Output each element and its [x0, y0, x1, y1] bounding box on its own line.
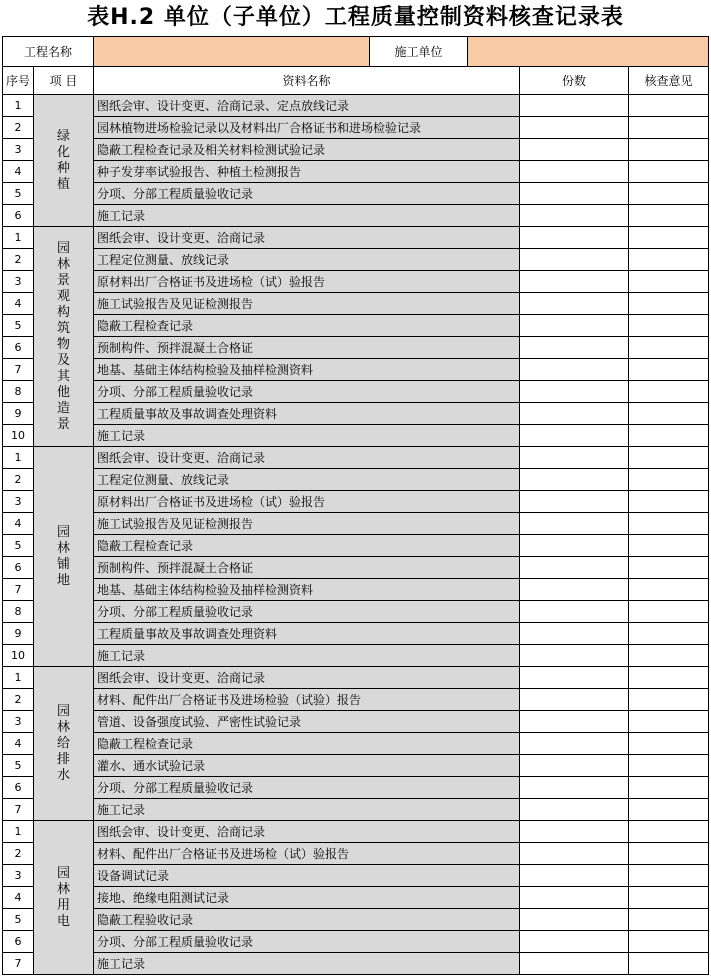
row-opinion-cell[interactable]: [629, 909, 709, 931]
table-row: [3, 535, 709, 557]
row-copies-cell[interactable]: [520, 623, 629, 645]
row-doc-name: 施工试验报告及见证检测报告: [94, 293, 520, 315]
row-doc-name: 图纸会审、设计变更、洽商记录、定点放线记录: [94, 95, 520, 117]
table-row: [3, 161, 709, 183]
table-row: [3, 403, 709, 425]
row-opinion-cell[interactable]: [629, 425, 709, 447]
table-row: [3, 425, 709, 447]
row-doc-name: 预制构件、预拌混凝土合格证: [94, 557, 520, 579]
row-seq: 7: [3, 799, 34, 821]
row-doc-name: 种子发芽率试验报告、种植土检测报告: [94, 161, 520, 183]
row-doc-name: 灌水、通水试验记录: [94, 755, 520, 777]
row-opinion-cell[interactable]: [629, 733, 709, 755]
row-seq: 4: [3, 887, 34, 909]
row-seq: 3: [3, 491, 34, 513]
section-category-label: 园林景观构筑物及其他造景: [56, 240, 70, 432]
section-category-label: 绿化种植: [56, 128, 70, 192]
row-doc-name: 施工记录: [94, 425, 520, 447]
row-doc-name: 分项、分部工程质量验收记录: [94, 381, 520, 403]
row-copies-cell[interactable]: [520, 513, 629, 535]
table-row: [3, 469, 709, 491]
construction-unit-field[interactable]: [468, 37, 709, 67]
row-opinion-cell[interactable]: [629, 183, 709, 205]
row-opinion-cell[interactable]: [629, 755, 709, 777]
table-row: [3, 381, 709, 403]
row-opinion-cell[interactable]: [629, 447, 709, 469]
row-copies-cell[interactable]: [520, 887, 629, 909]
row-copies-cell[interactable]: [520, 909, 629, 931]
row-seq: 6: [3, 557, 34, 579]
row-copies-cell[interactable]: [520, 711, 629, 733]
table-row: [3, 579, 709, 601]
section-category: [34, 95, 94, 227]
row-seq: 7: [3, 359, 34, 381]
row-seq: 6: [3, 777, 34, 799]
table-row: [3, 293, 709, 315]
table-row: [3, 227, 709, 249]
row-opinion-cell[interactable]: [629, 623, 709, 645]
row-opinion-cell[interactable]: [629, 777, 709, 799]
row-copies-cell[interactable]: [520, 799, 629, 821]
row-seq: 7: [3, 953, 34, 975]
col-header-seq: 序号: [3, 67, 34, 95]
row-doc-name: 施工记录: [94, 205, 520, 227]
row-copies-cell[interactable]: [520, 821, 629, 843]
table-row: [3, 249, 709, 271]
row-copies-cell[interactable]: [520, 227, 629, 249]
row-copies-cell[interactable]: [520, 403, 629, 425]
row-doc-name: 分项、分部工程质量验收记录: [94, 777, 520, 799]
row-doc-name: 施工试验报告及见证检测报告: [94, 513, 520, 535]
section-category-label: 园林铺地: [56, 524, 70, 588]
row-doc-name: 地基、基础主体结构检验及抽样检测资料: [94, 359, 520, 381]
row-doc-name: 隐蔽工程检查记录: [94, 733, 520, 755]
row-copies-cell[interactable]: [520, 117, 629, 139]
row-doc-name: 隐蔽工程检查记录: [94, 535, 520, 557]
table-row: [3, 359, 709, 381]
row-opinion-cell[interactable]: [629, 711, 709, 733]
row-opinion-cell[interactable]: [629, 227, 709, 249]
table-row: [3, 139, 709, 161]
table-row: [3, 711, 709, 733]
section-category: [34, 821, 94, 975]
table-row: [3, 755, 709, 777]
row-copies-cell[interactable]: [520, 315, 629, 337]
table-row: [3, 601, 709, 623]
row-seq: 5: [3, 755, 34, 777]
row-copies-cell[interactable]: [520, 953, 629, 975]
row-opinion-cell[interactable]: [629, 271, 709, 293]
row-seq: 9: [3, 403, 34, 425]
row-opinion-cell[interactable]: [629, 579, 709, 601]
row-seq: 5: [3, 183, 34, 205]
row-copies-cell[interactable]: [520, 183, 629, 205]
row-copies-cell[interactable]: [520, 557, 629, 579]
row-doc-name: 隐蔽工程验收记录: [94, 909, 520, 931]
row-doc-name: 园林植物进场检验记录以及材料出厂合格证书和进场检验记录: [94, 117, 520, 139]
row-doc-name: 隐蔽工程检查记录及相关材料检测试验记录: [94, 139, 520, 161]
row-copies-cell[interactable]: [520, 249, 629, 271]
row-opinion-cell[interactable]: [629, 469, 709, 491]
row-seq: 1: [3, 667, 34, 689]
table-row: [3, 95, 709, 117]
row-opinion-cell[interactable]: [629, 799, 709, 821]
table-row: [3, 931, 709, 953]
table-row: [3, 447, 709, 469]
table-row: [3, 491, 709, 513]
project-name-label: 工程名称: [3, 37, 94, 67]
record-table: [2, 36, 709, 975]
row-opinion-cell[interactable]: [629, 689, 709, 711]
row-seq: 5: [3, 315, 34, 337]
row-seq: 7: [3, 579, 34, 601]
row-copies-cell[interactable]: [520, 139, 629, 161]
row-seq: 8: [3, 601, 34, 623]
row-doc-name: 图纸会审、设计变更、洽商记录: [94, 821, 520, 843]
table-row: [3, 271, 709, 293]
row-copies-cell[interactable]: [520, 931, 629, 953]
row-seq: 2: [3, 249, 34, 271]
row-doc-name: 原材料出厂合格证书及进场检（试）验报告: [94, 491, 520, 513]
table-row: [3, 887, 709, 909]
row-copies-cell[interactable]: [520, 447, 629, 469]
table-row: [3, 315, 709, 337]
row-copies-cell[interactable]: [520, 337, 629, 359]
row-doc-name: 分项、分部工程质量验收记录: [94, 601, 520, 623]
row-seq: 9: [3, 623, 34, 645]
row-opinion-cell[interactable]: [629, 117, 709, 139]
table-row: [3, 689, 709, 711]
row-seq: 10: [3, 645, 34, 667]
section-category: [34, 227, 94, 447]
col-header-doc-name: 资料名称: [94, 67, 520, 95]
row-opinion-cell[interactable]: [629, 95, 709, 117]
row-doc-name: 管道、设备强度试验、严密性试验记录: [94, 711, 520, 733]
row-doc-name: 工程质量事故及事故调查处理资料: [94, 623, 520, 645]
row-seq: 6: [3, 205, 34, 227]
row-doc-name: 工程质量事故及事故调查处理资料: [94, 403, 520, 425]
table-row: [3, 843, 709, 865]
row-opinion-cell[interactable]: [629, 337, 709, 359]
row-opinion-cell[interactable]: [629, 139, 709, 161]
table-row: [3, 645, 709, 667]
row-copies-cell[interactable]: [520, 271, 629, 293]
table-row: [3, 799, 709, 821]
row-copies-cell[interactable]: [520, 425, 629, 447]
row-doc-name: 施工记录: [94, 953, 520, 975]
row-doc-name: 地基、基础主体结构检验及抽样检测资料: [94, 579, 520, 601]
row-seq: 3: [3, 271, 34, 293]
row-doc-name: 施工记录: [94, 645, 520, 667]
row-copies-cell[interactable]: [520, 689, 629, 711]
row-opinion-cell[interactable]: [629, 315, 709, 337]
row-doc-name: 设备调试记录: [94, 865, 520, 887]
row-seq: 4: [3, 161, 34, 183]
row-seq: 3: [3, 711, 34, 733]
row-opinion-cell[interactable]: [629, 887, 709, 909]
row-seq: 5: [3, 535, 34, 557]
row-opinion-cell[interactable]: [629, 381, 709, 403]
row-copies-cell[interactable]: [520, 469, 629, 491]
row-doc-name: 分项、分部工程质量验收记录: [94, 931, 520, 953]
table-row: [3, 557, 709, 579]
row-copies-cell[interactable]: [520, 667, 629, 689]
row-opinion-cell[interactable]: [629, 161, 709, 183]
row-copies-cell[interactable]: [520, 777, 629, 799]
section-category: [34, 447, 94, 667]
row-doc-name: 原材料出厂合格证书及进场检（试）验报告: [94, 271, 520, 293]
row-opinion-cell[interactable]: [629, 249, 709, 271]
row-opinion-cell[interactable]: [629, 359, 709, 381]
row-seq: 4: [3, 513, 34, 535]
row-doc-name: 材料、配件出厂合格证书及进场检（试）验报告: [94, 843, 520, 865]
row-seq: 1: [3, 821, 34, 843]
table-row: [3, 777, 709, 799]
col-header-item: 项 目: [34, 67, 94, 95]
construction-unit-label: 施工单位: [370, 37, 468, 67]
row-opinion-cell[interactable]: [629, 931, 709, 953]
row-opinion-cell[interactable]: [629, 865, 709, 887]
row-copies-cell[interactable]: [520, 755, 629, 777]
row-copies-cell[interactable]: [520, 161, 629, 183]
row-seq: 4: [3, 733, 34, 755]
row-copies-cell[interactable]: [520, 293, 629, 315]
row-opinion-cell[interactable]: [629, 491, 709, 513]
row-doc-name: 工程定位测量、放线记录: [94, 469, 520, 491]
row-seq: 1: [3, 227, 34, 249]
row-doc-name: 材料、配件出厂合格证书及进场检验（试验）报告: [94, 689, 520, 711]
row-opinion-cell[interactable]: [629, 293, 709, 315]
table-row: [3, 183, 709, 205]
row-seq: 3: [3, 139, 34, 161]
row-copies-cell[interactable]: [520, 579, 629, 601]
row-seq: 1: [3, 447, 34, 469]
table-row: [3, 205, 709, 227]
row-seq: 2: [3, 117, 34, 139]
row-seq: 3: [3, 865, 34, 887]
row-seq: 1: [3, 95, 34, 117]
row-opinion-cell[interactable]: [629, 403, 709, 425]
section-category-label: 园林用电: [56, 865, 70, 929]
row-doc-name: 施工记录: [94, 799, 520, 821]
row-copies-cell[interactable]: [520, 645, 629, 667]
table-row: [3, 733, 709, 755]
row-opinion-cell[interactable]: [629, 667, 709, 689]
section-category: [34, 667, 94, 821]
row-copies-cell[interactable]: [520, 205, 629, 227]
table-row: [3, 821, 709, 843]
page-title: 表H.2 单位（子单位）工程质量控制资料核查记录表: [87, 5, 624, 30]
row-copies-cell[interactable]: [520, 843, 629, 865]
row-seq: 4: [3, 293, 34, 315]
row-seq: 5: [3, 909, 34, 931]
row-opinion-cell[interactable]: [629, 645, 709, 667]
row-doc-name: 图纸会审、设计变更、洽商记录: [94, 667, 520, 689]
row-doc-name: 隐蔽工程检查记录: [94, 315, 520, 337]
col-header-opinion: 核查意见: [629, 67, 709, 95]
row-seq: 8: [3, 381, 34, 403]
row-seq: 6: [3, 337, 34, 359]
row-opinion-cell[interactable]: [629, 843, 709, 865]
row-opinion-cell[interactable]: [629, 513, 709, 535]
row-doc-name: 图纸会审、设计变更、洽商记录: [94, 227, 520, 249]
row-copies-cell[interactable]: [520, 733, 629, 755]
row-doc-name: 分项、分部工程质量验收记录: [94, 183, 520, 205]
table-row: [3, 623, 709, 645]
row-copies-cell[interactable]: [520, 601, 629, 623]
project-name-field[interactable]: [94, 37, 370, 67]
table-row: [3, 909, 709, 931]
row-opinion-cell[interactable]: [629, 557, 709, 579]
table-row: [3, 117, 709, 139]
row-copies-cell[interactable]: [520, 95, 629, 117]
col-header-copies-visible: 份数: [520, 67, 629, 95]
table-row: [3, 953, 709, 975]
row-seq: 2: [3, 689, 34, 711]
row-doc-name: 图纸会审、设计变更、洽商记录: [94, 447, 520, 469]
row-doc-name: 接地、绝缘电阻测试记录: [94, 887, 520, 909]
row-copies-cell[interactable]: [520, 865, 629, 887]
row-opinion-cell[interactable]: [629, 205, 709, 227]
row-seq: 10: [3, 425, 34, 447]
table-row: [3, 667, 709, 689]
row-opinion-cell[interactable]: [629, 601, 709, 623]
table-row: [3, 865, 709, 887]
row-opinion-cell[interactable]: [629, 821, 709, 843]
row-copies-cell[interactable]: [520, 535, 629, 557]
row-seq: 6: [3, 931, 34, 953]
section-category-label: 园林给排水: [56, 703, 70, 783]
row-doc-name: 工程定位测量、放线记录: [94, 249, 520, 271]
row-doc-name: 预制构件、预拌混凝土合格证: [94, 337, 520, 359]
row-seq: 2: [3, 843, 34, 865]
row-copies-cell[interactable]: [520, 491, 629, 513]
row-seq: 2: [3, 469, 34, 491]
table-row: [3, 513, 709, 535]
row-opinion-cell[interactable]: [629, 535, 709, 557]
row-copies-cell[interactable]: [520, 359, 629, 381]
row-copies-cell[interactable]: [520, 381, 629, 403]
table-row: [3, 337, 709, 359]
row-opinion-cell[interactable]: [629, 953, 709, 975]
